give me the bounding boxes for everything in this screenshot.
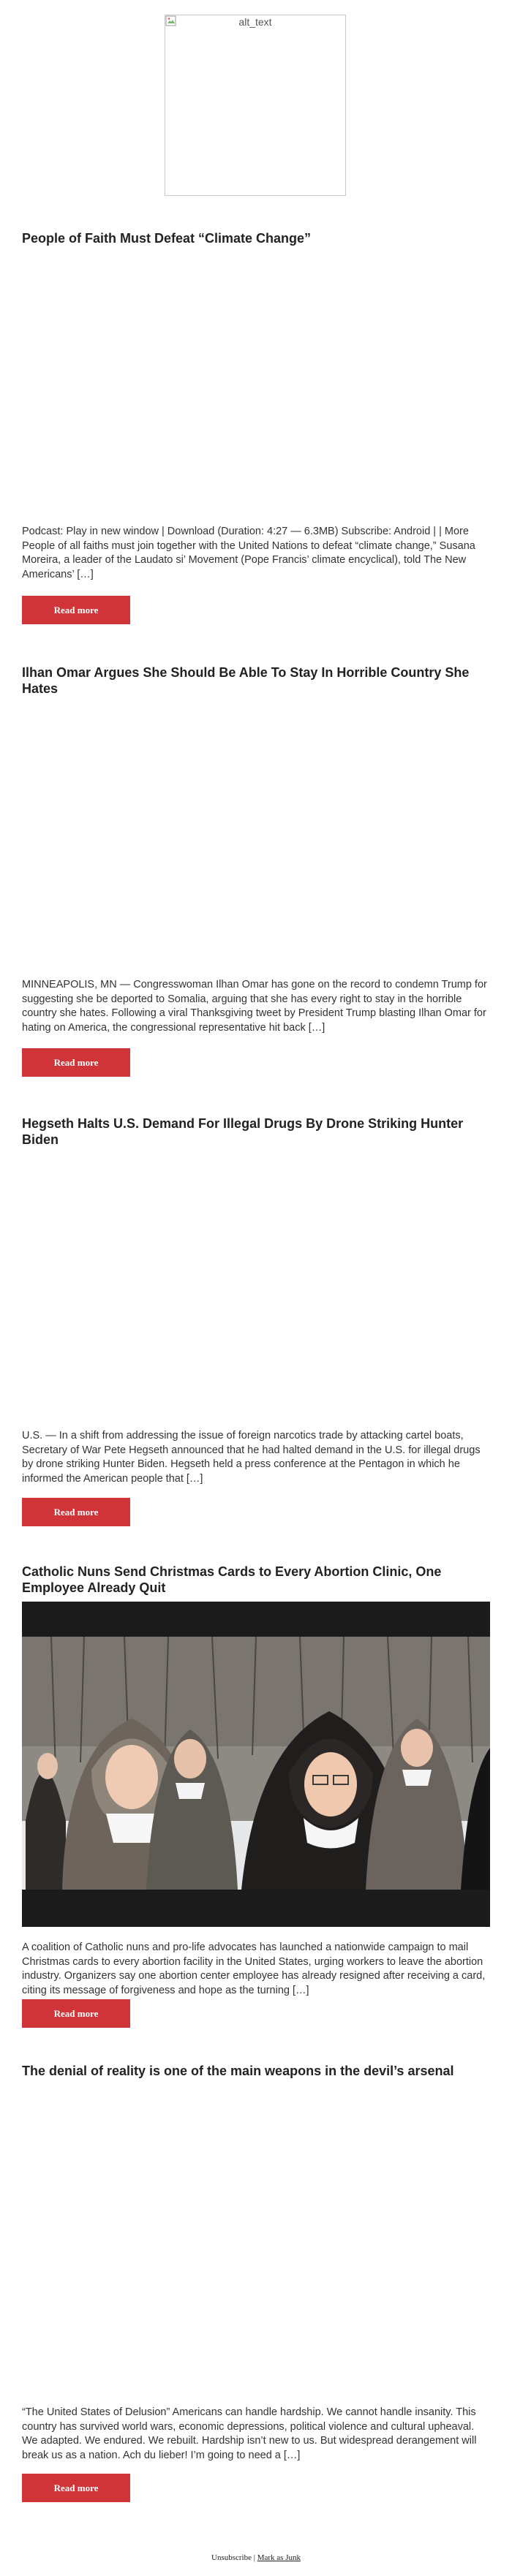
article-excerpt: Podcast: Play in new window | Download (Duration: 4:27 — 6.3MB) Subscribe: Android | | More People of all faiths must join together with the United Nations to defeat “climate change,” Susana Moreira, a leader of the Laudato si’ Movement (Pope Francis’ climate encyclical), told The New Americans’ […]: [22, 526, 475, 580]
read-more-button[interactable]: Read more: [22, 2474, 130, 2502]
article-excerpt: MINNEAPOLIS, MN — Congresswoman Ilhan Omar has gone on the record to condemn Trump for suggesting she be deported to Somalia, arguing that she has every right to stay in the horrible country she hates. Following a viral Thanksgiving tweet by President Trump blasting Ilhan Omar for hating on America, the congressional representative hit back […]: [22, 979, 487, 1034]
article-title[interactable]: The denial of reality is one of the main weapons in the devil’s arsenal: [22, 2064, 454, 2078]
footer-separator: |: [253, 2553, 255, 2562]
mark-as-junk-link[interactable]: Mark as Junk: [257, 2553, 301, 2562]
article-excerpt: “The United States of Delusion” Americans can handle hardship. We cannot handle insanity. This country has survived world wars, economic depressions, political violence and cultural upheaval. We adapted. We endured. We rebuilt. Hardship isn’t new to us. But widespread derangement will break us as a nation. Ach du lieber! I’m going to need a […]: [22, 2406, 477, 2461]
article-card: [22, 664, 490, 1068]
article-title[interactable]: Ilhan Omar Argues She Should Be Able To Stay In Horrible Country She Hates: [22, 665, 470, 696]
article-title[interactable]: People of Faith Must Defeat “Climate Change”: [22, 231, 312, 246]
read-more-button[interactable]: Read more: [22, 1999, 130, 2028]
article-image[interactable]: [22, 1602, 490, 1927]
header-logo: [165, 15, 346, 196]
article-card: [22, 230, 490, 615]
read-more-button[interactable]: Read more: [22, 1048, 130, 1077]
nuns-photo: [22, 1602, 490, 1927]
read-more-button[interactable]: Read more: [22, 596, 130, 624]
article-excerpt: U.S. — In a shift from addressing the issue of foreign narcotics trade by attacking cartel boats, Secretary of War Pete Hegseth announced that he had halted demand in the U.S. for illegal drugs by drone striking Hunter Biden. Hegseth held a press conference at the Pentagon in which he informed the American people that […]: [22, 1430, 481, 1485]
article-title[interactable]: Catholic Nuns Send Christmas Cards to Every Abortion Clinic, One Employee Already Quit: [22, 1564, 442, 1595]
article-title[interactable]: Hegseth Halts U.S. Demand For Illegal Drugs By Drone Striking Hunter Biden: [22, 1116, 464, 1147]
article-card: [22, 1115, 490, 1518]
article-excerpt: A coalition of Catholic nuns and pro-life advocates has launched a nationwide campaign to mail Christmas cards to every abortion facility in the United States, urging workers to leave the abortion industry. Organizers say one abortion center employee has already resigned after receiving a card, citing its message of forgiveness and hope as the turning […]: [22, 1942, 486, 1996]
footer: [0, 2553, 512, 2562]
article-card: [22, 1564, 490, 2019]
read-more-button[interactable]: Read more: [22, 1498, 130, 1526]
article-card: [22, 2063, 490, 2493]
logo-alt-text: alt_text: [238, 16, 272, 28]
unsubscribe-label[interactable]: Unsubscribe: [211, 2553, 252, 2562]
